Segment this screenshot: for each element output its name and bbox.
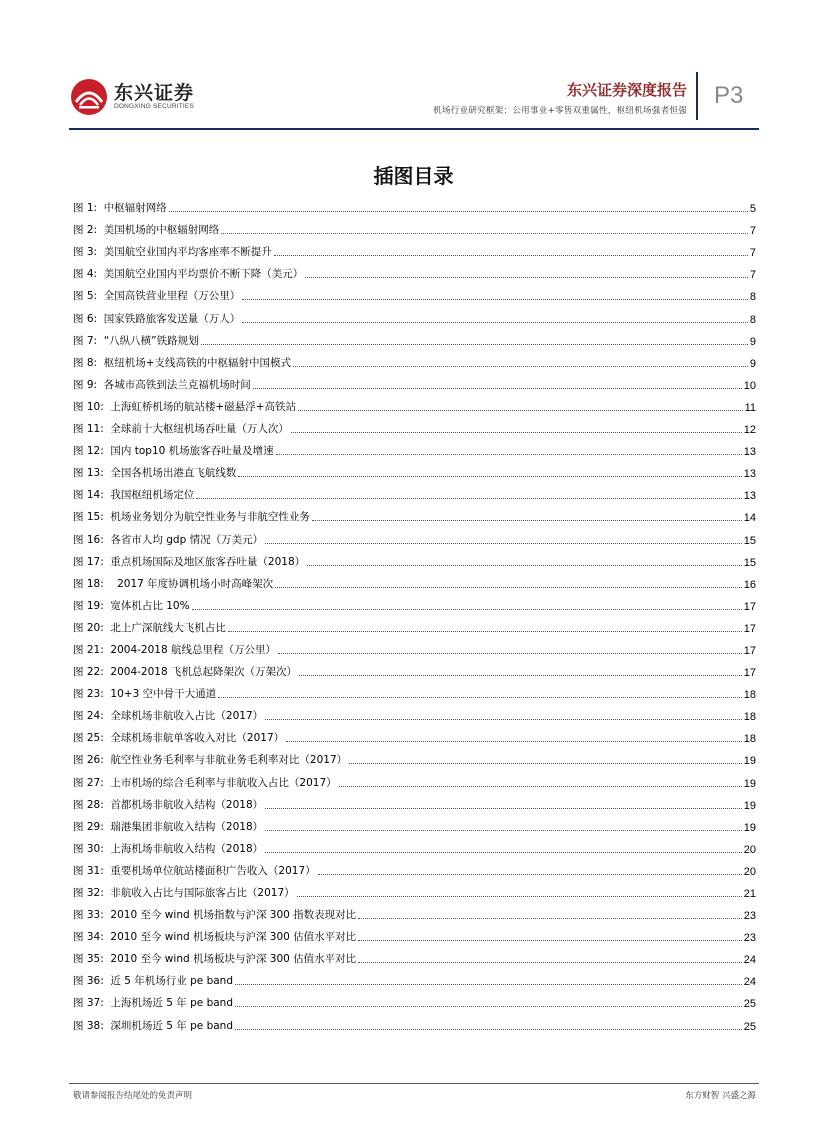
toc-leader-dots <box>358 940 742 941</box>
toc-entry-label[interactable]: 图 32: 非航收入占比与国际旅客占比（2017） <box>73 887 295 899</box>
toc-entry[interactable] <box>73 723 756 745</box>
toc-entry-page[interactable]: 24 <box>743 954 756 967</box>
toc-entry[interactable] <box>73 856 756 878</box>
toc-entry-page[interactable]: 7 <box>749 269 756 282</box>
footer-rule <box>69 1083 759 1084</box>
toc-entry[interactable] <box>73 281 756 303</box>
toc-entry-page[interactable]: 8 <box>749 291 756 304</box>
toc-entry[interactable] <box>73 303 756 325</box>
toc-entry-page[interactable]: 16 <box>743 578 756 591</box>
toc-entry-page[interactable]: 20 <box>743 843 756 856</box>
toc-entry-page[interactable]: 19 <box>743 799 756 812</box>
toc-entry[interactable] <box>73 414 756 436</box>
toc-entry[interactable] <box>73 370 756 392</box>
toc-leader-dots <box>305 277 748 278</box>
toc-entry-page[interactable]: 18 <box>743 689 756 702</box>
toc-entry[interactable] <box>73 480 756 502</box>
toc-leader-dots <box>218 697 742 698</box>
toc-entry-label[interactable]: 图 4: 美国航空业国内平均票价不断下降（美元） <box>73 268 304 281</box>
toc-title: 插图目录 <box>373 164 454 188</box>
toc-entry-label[interactable]: 图 37: 上海机场近 5 年 pe band <box>73 997 233 1010</box>
toc-entry[interactable] <box>73 326 756 348</box>
toc-entry[interactable] <box>73 502 756 524</box>
toc-entry-label[interactable]: 图 1: 中枢辐射网络 <box>73 202 167 215</box>
toc-leader-dots <box>201 344 748 345</box>
toc-entry[interactable] <box>73 745 756 767</box>
toc-entry-page[interactable]: 19 <box>743 755 756 768</box>
toc-entry-page[interactable]: 9 <box>749 357 756 370</box>
toc-entry-page[interactable]: 19 <box>743 821 756 834</box>
toc-list <box>73 193 756 1033</box>
toc-leader-dots <box>299 675 742 676</box>
toc-leader-dots <box>238 476 741 477</box>
toc-leader-dots <box>242 299 748 300</box>
toc-leader-dots <box>286 741 742 742</box>
toc-entry-label[interactable]: 图 8: 枢纽机场+支线高铁的中枢辐射中国模式 <box>73 356 292 369</box>
toc-entry-label[interactable]: 图 24: 全球机场非航收入占比（2017） <box>73 710 264 723</box>
toc-entry-page[interactable]: 13 <box>743 446 756 459</box>
toc-entry-page[interactable]: 8 <box>749 313 756 326</box>
toc-entry-label[interactable]: 图 3: 美国航空业国内平均客座率不断提升 <box>73 246 272 259</box>
toc-entry-label[interactable]: 图 27: 上市机场的综合毛利率与非航收入占比（2017） <box>73 776 337 789</box>
toc-entry-label[interactable]: 图 22: 2004-2018 飞机总起降架次（万架次） <box>73 666 297 679</box>
toc-entry[interactable] <box>73 790 756 812</box>
toc-entry[interactable] <box>73 237 756 259</box>
toc-leader-dots <box>242 322 748 323</box>
toc-leader-dots <box>276 454 742 455</box>
company-logo <box>70 78 210 116</box>
toc-entry-label[interactable]: 图 28: 首都机场非航收入结构（2018） <box>73 798 264 811</box>
toc-entry[interactable] <box>73 613 756 635</box>
toc-entry-page[interactable]: 17 <box>743 644 756 657</box>
toc-entry[interactable] <box>73 878 756 900</box>
toc-leader-dots <box>358 918 742 919</box>
toc-entry-page[interactable]: 13 <box>743 490 756 503</box>
toc-entry-label[interactable]: 图 34: 2010 至今 wind 机场板块与沪深 300 估值水平对比 <box>73 931 357 944</box>
toc-entry-page[interactable]: 14 <box>743 512 756 525</box>
logo-english-name: DONGXING SECURITIES <box>114 103 195 110</box>
toc-entry[interactable] <box>73 767 756 789</box>
toc-leader-dots <box>169 211 748 212</box>
toc-entry[interactable] <box>73 635 756 657</box>
toc-entry-label[interactable]: 图 21: 2004-2018 航线总里程（万公里） <box>73 643 276 656</box>
toc-leader-dots <box>298 410 743 411</box>
toc-entry-page[interactable]: 9 <box>749 335 756 348</box>
page-header <box>0 0 827 135</box>
toc-entry-label[interactable]: 图 11: 全球前十大枢纽机场吞吐量（万人次） <box>73 423 289 436</box>
toc-entry-label[interactable]: 图 2: 美国机场的中枢辐射网络 <box>73 224 220 237</box>
toc-entry-page[interactable]: 24 <box>743 976 756 989</box>
toc-entry-label[interactable]: 图 14: 我国枢纽机场定位 <box>73 489 195 502</box>
toc-leader-dots <box>312 520 742 521</box>
toc-entry[interactable] <box>73 591 756 613</box>
toc-entry-label[interactable]: 图 12: 国内 top10 机场旅客吞吐量及增速 <box>73 445 274 458</box>
toc-entry[interactable] <box>73 679 756 701</box>
toc-entry[interactable] <box>73 988 756 1010</box>
toc-entry[interactable] <box>73 657 756 679</box>
toc-entry[interactable] <box>73 436 756 458</box>
toc-entry-label[interactable]: 图 26: 航空性业务毛利率与非航业务毛利率对比（2017） <box>73 754 348 767</box>
toc-leader-dots <box>253 388 742 389</box>
toc-entry-page[interactable]: 18 <box>743 711 756 724</box>
toc-leader-dots <box>235 984 742 985</box>
page-number: P3 <box>714 82 744 109</box>
toc-leader-dots <box>291 432 742 433</box>
toc-entry-label[interactable]: 图 13: 全国各机场出港直飞航线数 <box>73 467 237 480</box>
toc-entry[interactable] <box>73 812 756 834</box>
toc-leader-dots <box>196 498 741 499</box>
toc-entry-page[interactable]: 12 <box>743 424 756 437</box>
toc-leader-dots <box>278 653 742 654</box>
toc-leader-dots <box>307 565 742 566</box>
header-rule <box>69 128 759 130</box>
toc-leader-dots <box>265 808 742 809</box>
toc-entry-label[interactable]: 图 35: 2010 至今 wind 机场板块与沪深 300 估值水平对比 <box>73 953 357 966</box>
footer-slogan: 东方财智 兴盛之源 <box>685 1091 756 1101</box>
toc-entry-label[interactable]: 图 33: 2010 至今 wind 机场指数与沪深 300 指数表现对比 <box>73 909 357 922</box>
toc-entry-label[interactable]: 图 30: 上海机场非航收入结构（2018） <box>73 842 264 855</box>
footer-disclaimer: 敬请参阅报告结尾处的免责声明 <box>73 1091 193 1101</box>
toc-entry[interactable] <box>73 944 756 966</box>
toc-entry-label[interactable]: 图 31: 重要机场单位航站楼面积广告收入（2017） <box>73 864 316 877</box>
toc-entry-page[interactable]: 23 <box>743 910 756 923</box>
toc-entry-label[interactable]: 图 15: 机场业务划分为航空性业务与非航空性业务 <box>73 511 310 524</box>
toc-entry-page[interactable]: 20 <box>743 865 756 878</box>
toc-entry-page[interactable]: 18 <box>743 733 756 746</box>
toc-entry-page[interactable]: 11 <box>744 401 756 414</box>
toc-entry-label[interactable]: 图 10: 上海虹桥机场的航站楼+磁悬浮+高铁站 <box>73 400 297 413</box>
logo-mark-icon <box>70 78 108 116</box>
toc-leader-dots <box>293 366 748 367</box>
toc-leader-dots <box>297 896 742 897</box>
toc-entry-label[interactable]: 图 29: 瑞港集团非航收入结构（2018） <box>73 820 264 833</box>
toc-entry[interactable] <box>73 547 756 569</box>
toc-leader-dots <box>339 786 742 787</box>
toc-entry-page[interactable]: 5 <box>749 203 756 216</box>
toc-leader-dots <box>275 587 742 588</box>
toc-entry-label[interactable]: 图 25: 全球机场非航单客收入对比（2017） <box>73 732 285 745</box>
toc-entry[interactable] <box>73 215 756 237</box>
toc-entry-page[interactable]: 17 <box>743 600 756 613</box>
toc-entry-label[interactable]: 图 38: 深圳机场近 5 年 pe band <box>73 1019 233 1032</box>
toc-entry[interactable] <box>73 259 756 281</box>
toc-entry[interactable] <box>73 966 756 988</box>
toc-leader-dots <box>358 962 742 963</box>
toc-entry-label[interactable]: 图 7: “八纵八横”铁路规划 <box>73 334 199 347</box>
toc-entry-page[interactable]: 19 <box>743 777 756 790</box>
toc-leader-dots <box>192 609 742 610</box>
toc-entry-label[interactable]: 图 20: 北上广深航线大飞机占比 <box>73 621 226 634</box>
toc-leader-dots <box>265 719 742 720</box>
toc-leader-dots <box>265 852 742 853</box>
toc-entry-page[interactable]: 17 <box>743 667 756 680</box>
toc-leader-dots <box>228 631 742 632</box>
toc-entry-page[interactable]: 7 <box>749 225 756 238</box>
toc-entry[interactable] <box>73 1010 756 1032</box>
toc-entry-label[interactable]: 图 19: 宽体机占比 10% <box>73 599 190 612</box>
toc-leader-dots <box>274 255 748 256</box>
toc-entry-page[interactable]: 15 <box>743 556 756 569</box>
toc-leader-dots <box>349 763 742 764</box>
toc-leader-dots <box>221 233 748 234</box>
toc-entry[interactable] <box>73 569 756 591</box>
toc-entry-label[interactable]: 图 23: 10+3 空中骨干大通道 <box>73 688 217 701</box>
toc-entry-label[interactable]: 图 17: 重点机场国际及地区旅客吞吐量（2018） <box>73 555 306 568</box>
toc-entry-page[interactable]: 13 <box>743 468 756 481</box>
toc-leader-dots <box>235 1006 742 1007</box>
toc-entry-label[interactable]: 图 6: 国家铁路旅客发送量（万人） <box>73 312 241 325</box>
toc-entry-label[interactable]: 图 16: 各省市人均 gdp 情况（万美元） <box>73 533 264 546</box>
toc-leader-dots <box>265 830 742 831</box>
toc-entry[interactable] <box>73 834 756 856</box>
header-divider <box>696 72 698 120</box>
toc-entry[interactable] <box>73 348 756 370</box>
toc-entry[interactable] <box>73 458 756 480</box>
toc-entry-page[interactable]: 17 <box>743 622 756 635</box>
toc-entry-label[interactable]: 图 18: 2017 年度协调机场小时高峰架次 <box>73 577 274 590</box>
toc-leader-dots <box>318 874 742 875</box>
toc-entry-label[interactable]: 图 36: 近 5 年机场行业 pe band <box>73 975 233 988</box>
logo-chinese-name: 东兴证券 <box>114 82 195 104</box>
toc-entry-page[interactable]: 23 <box>743 932 756 945</box>
toc-entry[interactable] <box>73 900 756 922</box>
toc-entry-page[interactable]: 10 <box>743 379 756 392</box>
toc-entry-page[interactable]: 25 <box>743 998 756 1011</box>
toc-entry-page[interactable]: 7 <box>749 247 756 260</box>
toc-entry-page[interactable]: 15 <box>743 534 756 547</box>
toc-entry[interactable] <box>73 193 756 215</box>
toc-leader-dots <box>265 543 742 544</box>
report-title: 东兴证券深度报告 <box>566 81 687 99</box>
toc-entry[interactable] <box>73 922 756 944</box>
toc-entry[interactable] <box>73 701 756 723</box>
toc-entry[interactable] <box>73 392 756 414</box>
toc-entry-page[interactable]: 21 <box>743 888 756 900</box>
toc-entry[interactable] <box>73 524 756 546</box>
toc-entry-label[interactable]: 图 9: 各城市高铁到法兰克福机场时间 <box>73 378 251 391</box>
report-subtitle: 机场行业研究框架：公用事业+零售双重属性，枢纽机场强者恒强 <box>433 106 687 116</box>
toc-leader-dots <box>235 1029 742 1030</box>
toc-entry-page[interactable]: 25 <box>743 1020 756 1033</box>
toc-entry-label[interactable]: 图 5: 全国高铁营业里程（万公里） <box>73 290 241 303</box>
